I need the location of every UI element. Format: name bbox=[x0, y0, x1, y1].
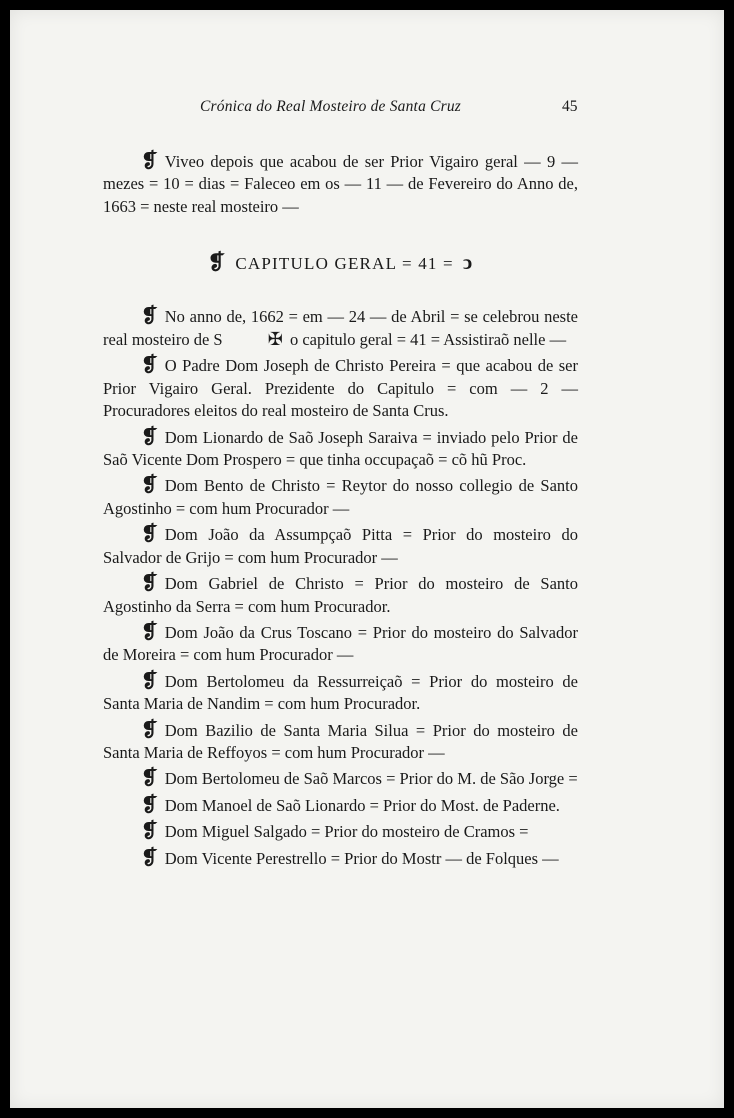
entry-text: Dom João da Crus Toscano = Prior do mosteiro do Salvador de Moreira = com hum Procurador — bbox=[103, 622, 578, 665]
entry-text: O Padre Dom Joseph de Christo Pereira = que acabou de ser Prior Vigairo Geral. Prezidente do Capitulo = com — 2 — Procuradores eleitos do real mosteiro de Santa Crus. bbox=[103, 356, 578, 421]
attendee-entry bbox=[103, 820, 578, 843]
intro-paragraph bbox=[103, 305, 578, 352]
chapter-close-mark: ↄ bbox=[462, 250, 474, 275]
cross-icon: ✠ bbox=[267, 329, 283, 350]
intro-text-start: No anno de, 1662 = em — 24 — de Abril = se celebrou neste real mosteiro de S bbox=[103, 306, 578, 350]
pilcrow-icon: ❡ bbox=[141, 793, 158, 816]
attendee-entry bbox=[103, 847, 578, 870]
entry-text: Dom Lionardo de Saõ Joseph Saraiva = inviado pelo Prior de Saõ Vicente Dom Prospero = que tinha occupaçaõ = cõ hũ Proc. bbox=[103, 427, 578, 470]
entry-text: Dom Vicente Perestrello = Prior do Mostr — de Folques — bbox=[164, 848, 559, 868]
book-page bbox=[10, 10, 724, 1108]
running-header bbox=[10, 98, 724, 122]
attendee-entry bbox=[103, 794, 578, 817]
pilcrow-icon: ❡ bbox=[141, 846, 158, 869]
pilcrow-icon: ❡ bbox=[141, 474, 158, 497]
attendee-entry bbox=[103, 426, 578, 472]
entry-text: Dom Bertolomeu da Ressurreiçaõ = Prior do mosteiro de Santa Maria de Nandim = com hum Procurador. bbox=[103, 671, 578, 714]
entry-text: Dom Gabriel de Christo = Prior do mosteiro de Santo Agostinho da Serra = com hum Procurador. bbox=[103, 574, 578, 616]
pilcrow-icon: ❡ bbox=[141, 354, 158, 377]
entry-text: Dom Bazilio de Santa Maria Silua = Prior do mosteiro de Santa Maria de Reffoyos = com hum Procurador — bbox=[103, 720, 578, 762]
attendee-entry bbox=[103, 474, 578, 520]
attendee-entry bbox=[103, 767, 578, 790]
chapter-title: CAPITULO GERAL = 41 = bbox=[235, 254, 454, 274]
pilcrow-icon: ❡ bbox=[141, 718, 158, 741]
attendee-entry bbox=[103, 719, 578, 765]
entry-text: Dom Manoel de Saõ Lionardo = Prior do Most. de Paderne. bbox=[164, 795, 560, 815]
pilcrow-icon: ❡ bbox=[141, 572, 158, 595]
entry-text: Dom Bertolomeu de Saõ Marcos = Prior do M. de São Jorge = bbox=[164, 769, 578, 789]
attendee-entry bbox=[103, 621, 578, 667]
running-title: Crónica do Real Mosteiro de Santa Cruz bbox=[200, 98, 462, 115]
paragraph bbox=[103, 150, 578, 218]
attendee-entry bbox=[103, 572, 578, 618]
pilcrow-icon: ❡ bbox=[141, 425, 158, 448]
attendee-entry bbox=[103, 670, 578, 716]
intro-text-end: o capitulo geral = 41 = Assistiraõ nelle — bbox=[289, 330, 567, 350]
paragraph-text: Viveo depois que acabou de ser Prior Vigairo geral — 9 — mezes = 10 = dias = Faleceo em os — 11 — de Fevereiro do Anno de, 1663 = neste real mosteiro — bbox=[103, 152, 578, 216]
entry-text: Dom João da Assumpçaõ Pitta = Prior do mosteiro do Salvador de Grijo = com hum Procurador — bbox=[103, 525, 578, 567]
page-number: 45 bbox=[562, 98, 578, 115]
pilcrow-icon: ❡ bbox=[141, 304, 158, 327]
page-body bbox=[103, 150, 578, 873]
pilcrow-icon: ❡ bbox=[141, 150, 158, 172]
attendee-entry bbox=[103, 523, 578, 569]
attendee-entry bbox=[103, 354, 578, 422]
chapter-open-mark: ❡ bbox=[207, 250, 227, 275]
pilcrow-icon: ❡ bbox=[141, 523, 158, 546]
entry-text: Dom Miguel Salgado = Prior do mosteiro de Cramos = bbox=[164, 822, 529, 842]
chapter-heading bbox=[103, 251, 578, 275]
pilcrow-icon: ❡ bbox=[141, 669, 158, 692]
entry-text: Dom Bento de Christo = Reytor do nosso collegio de Santo Agostinho = com hum Procurador — bbox=[103, 476, 578, 518]
pilcrow-icon: ❡ bbox=[141, 820, 158, 843]
pilcrow-icon: ❡ bbox=[141, 767, 158, 790]
pilcrow-icon: ❡ bbox=[141, 620, 158, 643]
